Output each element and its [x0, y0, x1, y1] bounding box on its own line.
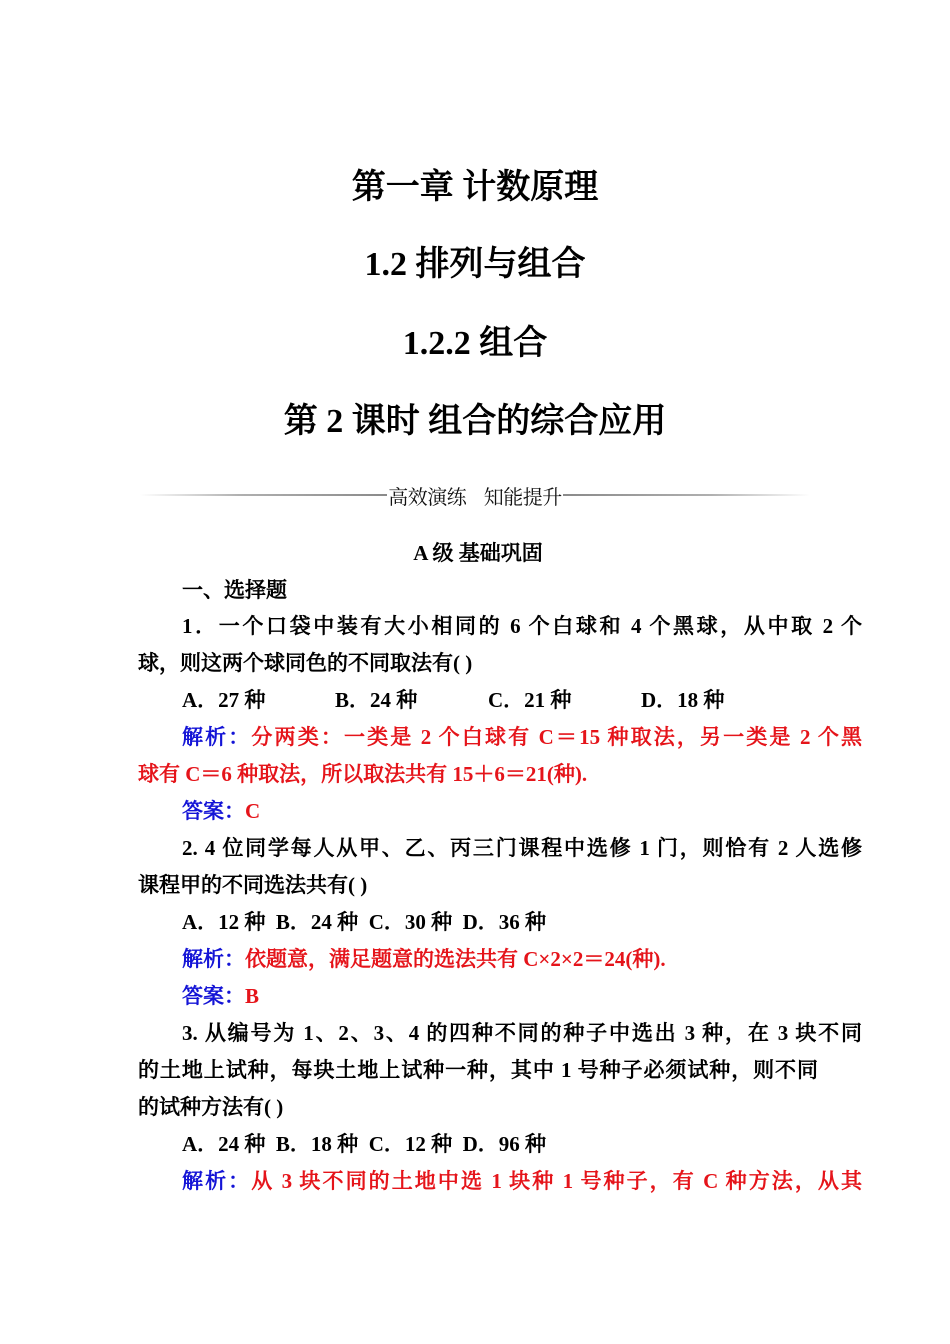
analysis-label: 解析： [182, 725, 252, 749]
part-heading: 一、选择题 [182, 578, 287, 602]
question-options [138, 685, 862, 715]
analysis-label: 解析： [182, 1169, 252, 1193]
lesson-title: 第 2 课时 组合的综合应用 [283, 403, 667, 440]
question-stem-line: 课程甲的不同选法共有( ) [138, 873, 368, 897]
analysis-line [138, 944, 862, 974]
option-a: A．12 种 [182, 910, 266, 934]
question-stem-line: 2. 4 位同学每人从甲、乙、丙三门课程中选修 1 门，则恰有 2 人选修 [182, 836, 862, 860]
analysis-text: 依题意，满足题意的选法共有 C×2×2＝24(种). [245, 947, 666, 971]
answer-line [138, 796, 862, 826]
divider-line-left [140, 494, 387, 496]
question-stem-line: 的土地上试种，每块土地上试种一种，其中 1 号种子必须试种，则不同 [138, 1058, 818, 1082]
analysis-text: 从 3 块不同的土地中选 1 块种 1 号种子，有 C 种方法，从其 [251, 1169, 862, 1193]
analysis-text: 球有 C＝6 种取法，所以取法共有 15＋6＝21(种). [138, 762, 588, 786]
analysis-line [138, 722, 862, 752]
level-heading: A 级 基础巩固 [413, 541, 543, 565]
question-options [138, 907, 862, 937]
option-c: C．21 种 [488, 688, 572, 712]
question-stem-line: 3. 从编号为 1、2、3、4 的四种不同的种子中选出 3 种，在 3 块不同 [182, 1021, 862, 1045]
option-b: B．24 种 [335, 688, 418, 712]
subsection-title: 1.2.2 组合 [402, 325, 548, 362]
analysis-label: 解析： [182, 947, 245, 971]
analysis-text: 分两类：一类是 2 个白球有 C＝15 种取法，另一类是 2 个黑 [251, 725, 862, 749]
answer-label: 答案： [182, 984, 245, 1008]
answer-value: B [245, 984, 260, 1008]
option-a: A．24 种 [182, 1132, 266, 1156]
option-d: D．96 种 [462, 1132, 547, 1156]
option-c: C．12 种 [368, 1132, 453, 1156]
section-divider [140, 480, 810, 510]
option-d: D．36 种 [462, 910, 547, 934]
answer-line [138, 981, 862, 1011]
option-b: B．24 种 [275, 910, 359, 934]
answer-value: C [245, 799, 261, 823]
question-options [138, 1129, 862, 1159]
chapter-title: 第一章 计数原理 [351, 169, 599, 206]
answer-label: 答案： [182, 799, 245, 823]
question-stem-line: 球，则这两个球同色的不同取法有( ) [138, 651, 473, 675]
section-title: 1.2 排列与组合 [364, 246, 586, 283]
question-stem-line: 的试种方法有( ) [138, 1095, 284, 1119]
divider-label: 高效演练 知能提升 [388, 484, 562, 509]
analysis-line [138, 1166, 862, 1196]
option-d: D．18 种 [641, 688, 725, 712]
divider-line-right [563, 494, 810, 496]
option-a: A．27 种 [182, 688, 266, 712]
question-stem-line: 1．一个口袋中装有大小相同的 6 个白球和 4 个黑球，从中取 2 个 [182, 614, 862, 638]
option-c: C．30 种 [368, 910, 453, 934]
option-b: B．18 种 [275, 1132, 359, 1156]
